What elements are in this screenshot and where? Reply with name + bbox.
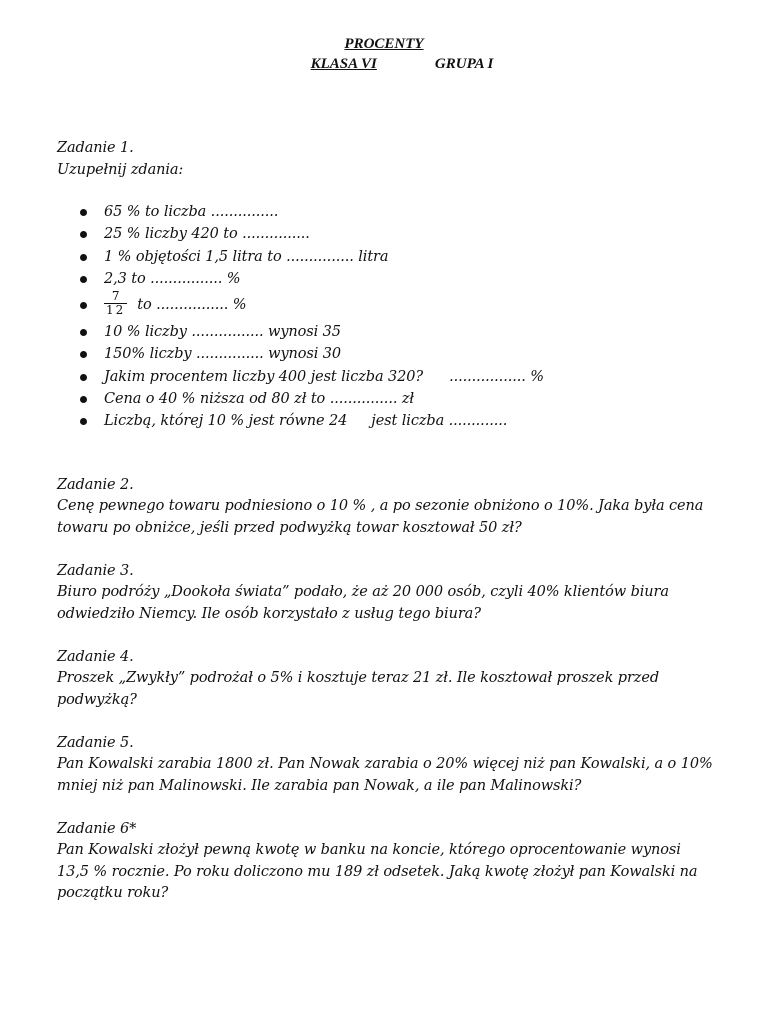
task-1-title: Zadanie 1. <box>57 140 134 156</box>
list-item-text: 25 % liczby 420 to ............... <box>104 226 310 243</box>
worksheet-header <box>0 34 768 74</box>
task-5-title: Zadanie 5. <box>57 734 134 751</box>
fraction-suffix: to ................ % <box>137 297 247 314</box>
task-2-text: Cenę pewnego towaru podniesiono o 10 % , a po sezonie obniżono o 10%. Jaka była cena towaru po obniżce, jeśli przed podwyżką towar kosztował 50 zł? <box>57 498 704 536</box>
task-3-text: Biuro podróży „Dookoła świata” podało, że aż 20 000 osób, czyli 40% klientów biura odwiedziło Niemcy. Ile osób korzystało z usług tego biura? <box>57 584 669 622</box>
task-4-title: Zadanie 4. <box>57 648 134 665</box>
worksheet-title: PROCENTY <box>344 36 424 52</box>
class-group-line <box>311 54 494 74</box>
task-6-title: Zadanie 6* <box>57 820 137 837</box>
bullet-icon <box>80 302 87 309</box>
list-item <box>57 268 717 290</box>
bullet-icon <box>80 329 87 336</box>
bullet-icon <box>80 209 87 216</box>
task-2 <box>57 475 717 540</box>
task-1-instruction: Uzupełnij zdania: <box>57 161 184 178</box>
list-item-text: 10 % liczby ................ wynosi 35 <box>104 324 341 341</box>
bullet-icon <box>80 276 87 283</box>
worksheet-content <box>57 138 717 926</box>
bullet-icon <box>80 254 87 261</box>
list-item-text: Cena o 40 % niższa od 80 zł to ............... zł <box>104 391 414 408</box>
task-3-title: Zadanie 3. <box>57 562 134 579</box>
task-2-title: Zadanie 2. <box>57 476 134 493</box>
task-6 <box>57 819 717 905</box>
bullet-icon <box>80 351 87 358</box>
list-item-text: Liczbą, której 10 % jest równe 24 <box>104 413 348 430</box>
answer-blank: jest liczba ............. <box>371 413 508 430</box>
list-item <box>57 223 717 245</box>
list-item <box>57 366 717 388</box>
task-4-text: Proszek „Zwykły” podrożał o 5% i kosztuje teraz 21 zł. Ile kosztował proszek przed podwyżką? <box>57 670 660 708</box>
task-1 <box>57 138 717 433</box>
list-item-text: Jakim procentem liczby 400 jest liczba 320? <box>104 368 424 385</box>
list-item <box>57 246 717 268</box>
task-5-text: Pan Kowalski zarabia 1800 zł. Pan Nowak zarabia o 20% więcej niż pan Kowalski, a o 10% mniej niż pan Malinowski. Ile zarabia pan Nowak, a ile pan Malinowski? <box>57 756 713 794</box>
fraction-denominator: 12 <box>106 302 126 317</box>
task-6-text: Pan Kowalski złożył pewną kwotę w banku na koncie, którego oprocentowanie wynosi 13,5 % rocznie. Po roku doliczono mu 189 zł odsetek. Jaką kwotę złożył pan Kowalski na początku roku? <box>57 842 698 902</box>
list-item <box>57 321 717 343</box>
group-label: GRUPA I <box>434 56 494 72</box>
task-5 <box>57 733 717 798</box>
list-item-text: 1 % objętości 1,5 litra to ............... litra <box>104 248 389 265</box>
list-item-text: 2,3 to ................ % <box>104 270 241 287</box>
list-item-text: 65 % to liczba ............... <box>104 204 279 220</box>
list-item <box>57 201 717 223</box>
bullet-icon <box>80 396 87 403</box>
task-4 <box>57 647 717 712</box>
fraction-numerator: 7 <box>104 290 127 304</box>
bullet-icon <box>80 231 87 238</box>
class-label: KLASA VI <box>310 56 377 72</box>
list-item-text: 150% liczby ............... wynosi 30 <box>104 346 342 363</box>
task-1-list <box>57 201 717 433</box>
list-item <box>57 343 717 365</box>
answer-blank: ................. % <box>449 368 544 385</box>
task-3 <box>57 561 717 626</box>
list-item <box>57 410 717 432</box>
bullet-icon <box>80 374 87 381</box>
list-item-fraction <box>57 290 717 321</box>
fraction <box>104 290 127 317</box>
list-item <box>57 388 717 410</box>
bullet-icon <box>80 418 87 425</box>
